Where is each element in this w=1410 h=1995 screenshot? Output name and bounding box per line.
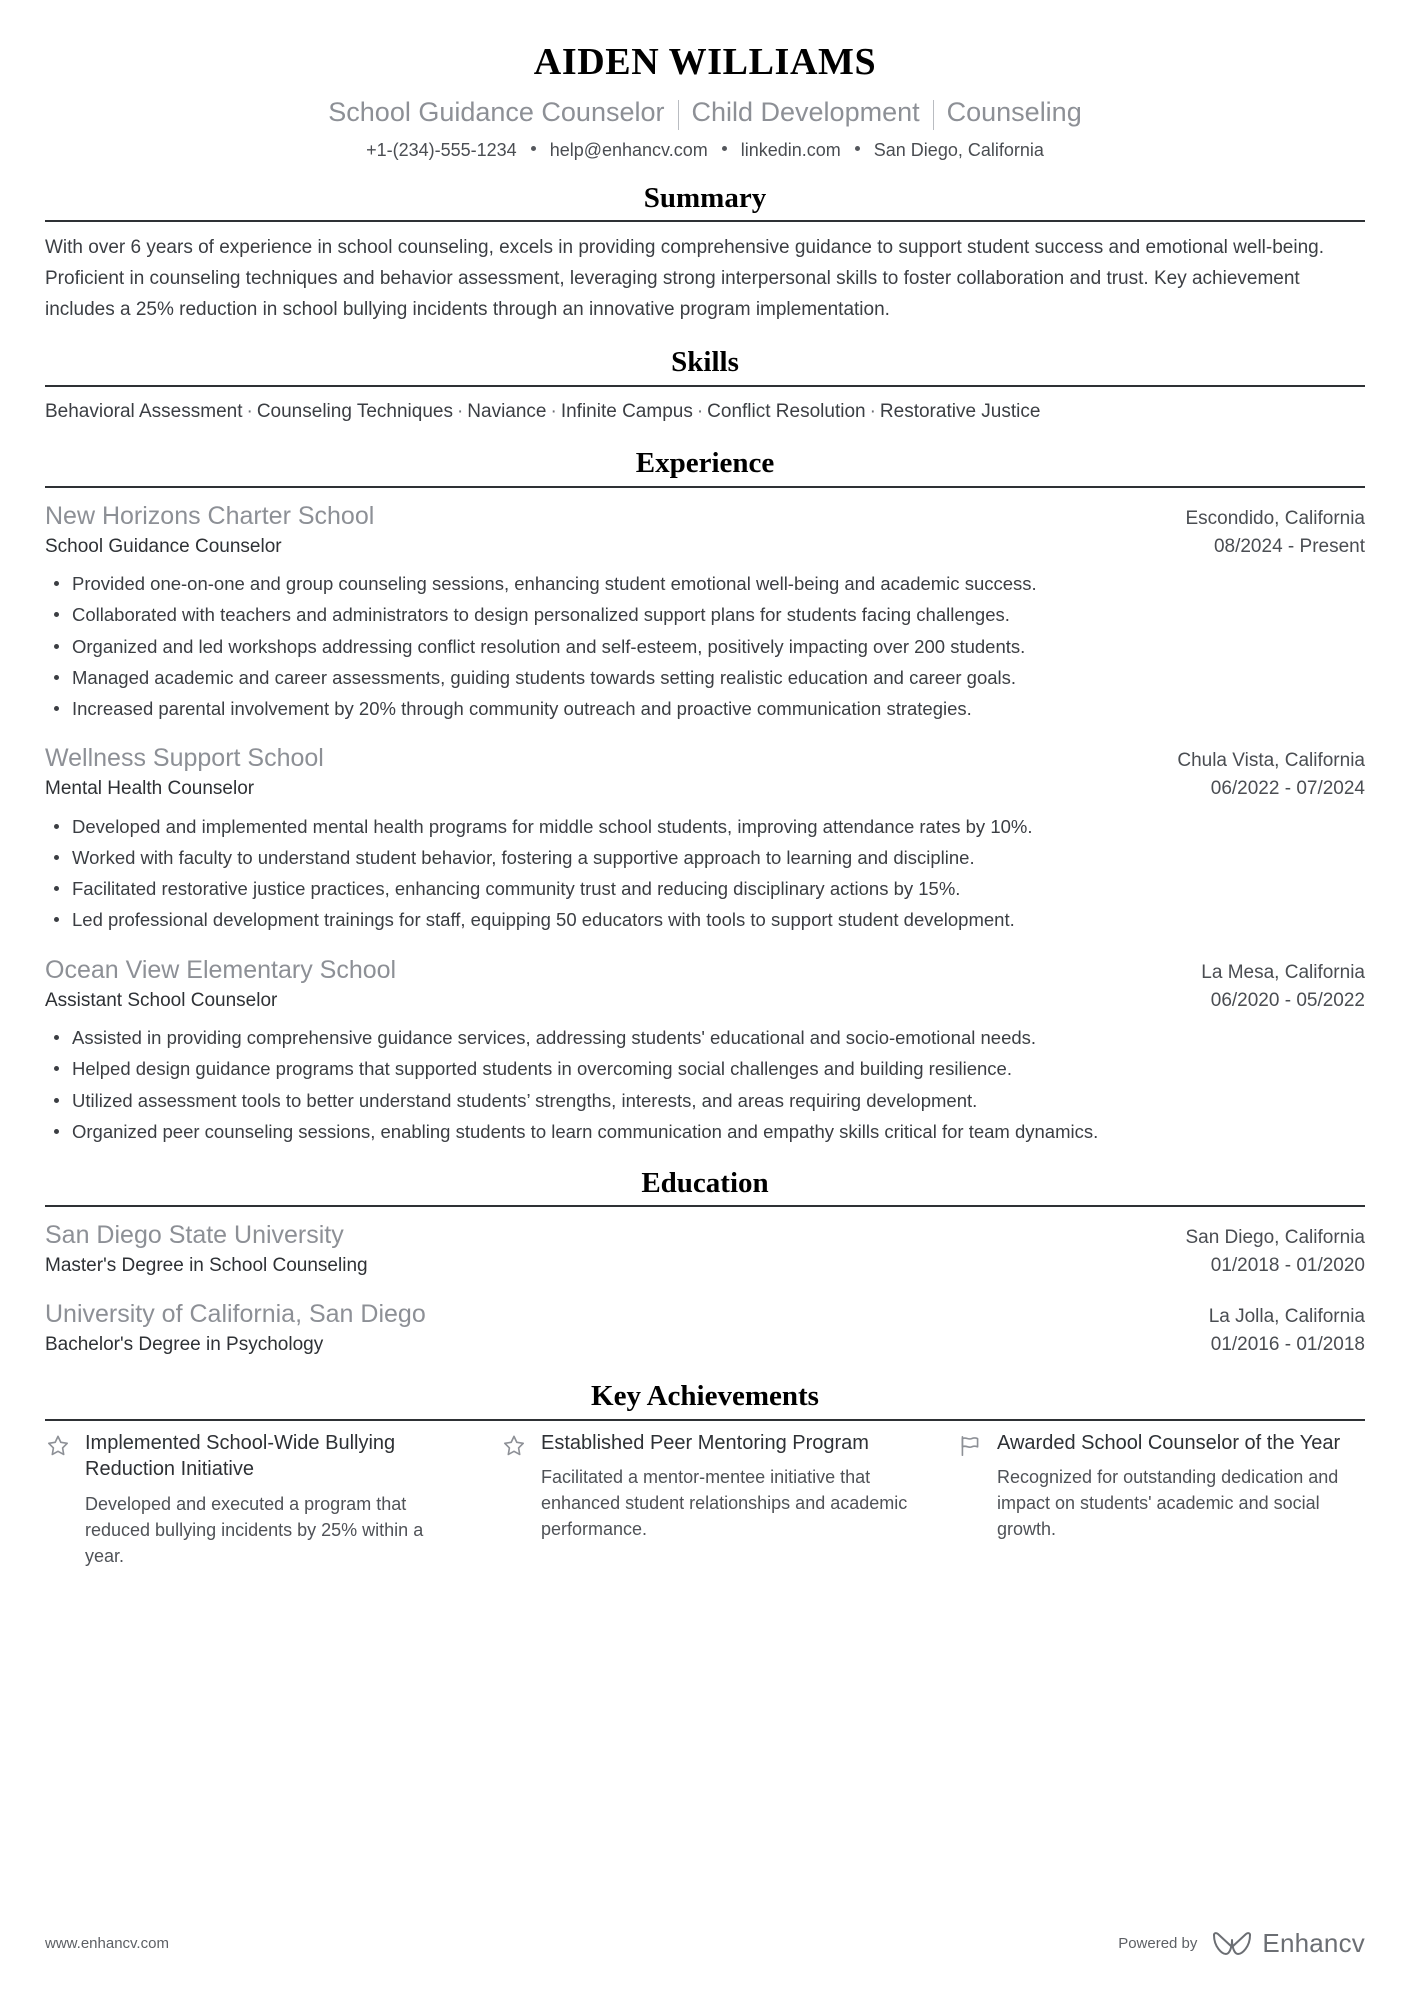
key-achievement-title: Awarded School Counselor of the Year [997, 1431, 1341, 1454]
key-achievement-title: Established Peer Mentoring Program [541, 1431, 869, 1454]
employment-dates: 06/2020 - 05/2022 [1210, 989, 1365, 1011]
headline-segment: School Guidance Counselor [328, 97, 665, 128]
enhancv-logo [1211, 1928, 1365, 1959]
headline-divider [933, 100, 934, 130]
list-item: Worked with faculty to understand student behavior, fostering a supportive approach to learning and discipline. [45, 843, 1365, 872]
section-key-achievements [45, 1380, 1365, 1569]
skill-item: Restorative Justice [879, 400, 1041, 422]
entry-subheader-row [45, 775, 1365, 804]
headline-segment: Counseling [946, 97, 1082, 128]
contact-separator-dot-icon [722, 146, 727, 151]
enhancv-mark-icon [1211, 1931, 1253, 1957]
education-entry [45, 1218, 1365, 1281]
contact-item[interactable]: linkedin.com [740, 139, 841, 160]
key-achievement-item [501, 1430, 909, 1569]
skill-item: Behavioral Assessment [45, 400, 243, 422]
key-achievement-text [85, 1430, 453, 1569]
entry-subheader-row [45, 1331, 1365, 1360]
experience-entry [45, 741, 1365, 934]
skill-separator: · [550, 400, 557, 422]
school-location: San Diego, California [1185, 1227, 1365, 1249]
list-item: Provided one-on-one and group counseling sessions, enhancing student emotional well-being and academic success. [45, 569, 1365, 598]
key-achievement-item [957, 1430, 1365, 1569]
star-icon [501, 1433, 527, 1459]
entry-subheader-row [45, 1252, 1365, 1281]
key-achievement-description: Developed and executed a program that reduced bullying incidents by 25% within a year. [85, 1493, 424, 1567]
skill-separator: · [869, 400, 876, 422]
section-skills [45, 346, 1365, 426]
section-title-experience: Experience [635, 447, 775, 480]
list-item: Helped design guidance programs that supported students in overcoming social challenges and building resilience. [45, 1054, 1365, 1083]
degree-title: Master's Degree in School Counseling [45, 1255, 368, 1277]
entry-header-row [45, 953, 1365, 987]
skill-item: Counseling Techniques [256, 400, 453, 422]
enhancv-wordmark: Enhancv [1262, 1928, 1365, 1958]
list-item: Collaborated with teachers and administrators to design personalized support plans for students facing challenges. [45, 600, 1365, 629]
resume-header [45, 30, 1365, 161]
list-item: Organized peer counseling sessions, enabling students to learn communication and empathy skills critical for team dynamics. [45, 1117, 1365, 1146]
section-title-key-achievements: Key Achievements [591, 1380, 819, 1413]
key-achievement-text [541, 1430, 909, 1543]
employer-location: Chula Vista, California [1177, 750, 1365, 772]
list-item: Developed and implemented mental health programs for middle school students, improving attendance rates by 10%. [45, 812, 1365, 841]
employer-location: Escondido, California [1185, 507, 1365, 529]
skill-separator: · [456, 400, 464, 422]
entry-subheader-row [45, 533, 1365, 562]
employment-dates: 06/2022 - 07/2024 [1210, 778, 1365, 800]
contact-separator-dot-icon [531, 146, 536, 151]
job-title: Mental Health Counselor [45, 778, 255, 800]
headline-divider [678, 100, 679, 130]
employment-dates: 08/2024 - Present [1213, 535, 1365, 557]
skill-item: Conflict Resolution [707, 400, 866, 422]
section-title-skills: Skills [671, 346, 739, 379]
education-entry [45, 1297, 1365, 1360]
skill-item: Infinite Campus [560, 400, 693, 422]
entry-header-row [45, 741, 1365, 775]
employer-name: New Horizons Charter School [45, 501, 375, 530]
section-title-education: Education [641, 1167, 769, 1199]
experience-entry [45, 499, 1365, 724]
list-item: Led professional development trainings for staff, equipping 50 educators with tools to support student development. [45, 905, 1365, 934]
skill-separator: · [246, 400, 253, 422]
contact-item: San Diego, California [873, 139, 1044, 160]
employer-name: Wellness Support School [45, 744, 324, 773]
study-dates: 01/2016 - 01/2018 [1210, 1333, 1365, 1355]
school-name: University of California, San Diego [45, 1299, 426, 1328]
list-item: Facilitated restorative justice practices, enhancing community trust and reducing disciplinary actions by 15%. [45, 874, 1365, 903]
school-location: La Jolla, California [1208, 1305, 1365, 1327]
page-footer [45, 1928, 1365, 1959]
skill-separator: · [696, 400, 704, 422]
job-title: School Guidance Counselor [45, 535, 282, 557]
list-item: Managed academic and career assessments, guiding students towards setting realistic education and career goals. [45, 663, 1365, 692]
key-achievement-text [997, 1430, 1365, 1543]
page-title: AIDEN WILLIAMS [533, 41, 877, 83]
contact-info [45, 140, 1365, 161]
section-summary [45, 182, 1365, 326]
skill-item: Naviance [467, 400, 547, 422]
responsibility-list [45, 1023, 1365, 1146]
summary-text: With over 6 years of experience in school counseling, excels in providing comprehensive guidance to support student success and emotional well-being. Proficient in counseling techniques and behavior assessment, leveraging strong interpersonal skills to foster collaboration and trust. Key achievement includes a 25% reduction in school bullying incidents through an innovative program implementation. [45, 237, 1324, 320]
powered-by-label: Powered by [1118, 1935, 1198, 1952]
headline-segment: Child Development [691, 97, 920, 128]
experience-entry [45, 953, 1365, 1146]
list-item: Organized and led workshops addressing conflict resolution and self-esteem, positively impacting over 200 students. [45, 632, 1365, 661]
skills-list [45, 398, 1365, 427]
professional-headline [45, 94, 1365, 130]
contact-item[interactable]: help@enhancv.com [549, 139, 708, 160]
responsibility-list [45, 812, 1365, 935]
footer-website-link[interactable]: www.enhancv.com [45, 1935, 169, 1952]
star-icon [45, 1433, 71, 1459]
entry-header-row [45, 1297, 1365, 1331]
study-dates: 01/2018 - 01/2020 [1210, 1255, 1365, 1277]
flag-icon [957, 1433, 983, 1459]
entry-header-row [45, 1218, 1365, 1252]
degree-title: Bachelor's Degree in Psychology [45, 1333, 324, 1355]
entry-subheader-row [45, 987, 1365, 1016]
employer-location: La Mesa, California [1201, 961, 1365, 983]
school-name: San Diego State University [45, 1221, 344, 1250]
list-item: Increased parental involvement by 20% through community outreach and proactive communication strategies. [45, 694, 1365, 723]
responsibility-list [45, 569, 1365, 723]
section-title-summary: Summary [643, 181, 767, 214]
job-title: Assistant School Counselor [45, 989, 278, 1011]
key-achievement-title: Implemented School-Wide Bullying Reduction Initiative [85, 1431, 396, 1481]
key-achievement-description: Facilitated a mentor-mentee initiative that enhanced student relationships and academic performance. [541, 1467, 908, 1540]
section-experience [45, 447, 1365, 1146]
list-item: Assisted in providing comprehensive guidance services, addressing students' educational and socio-emotional needs. [45, 1023, 1365, 1052]
key-achievement-description: Recognized for outstanding dedication and impact on students' academic and social growth. [997, 1467, 1339, 1540]
employer-name: Ocean View Elementary School [45, 955, 397, 984]
key-achievements-grid [45, 1421, 1365, 1569]
list-item: Utilized assessment tools to better understand students’ strengths, interests, and areas requiring development. [45, 1086, 1365, 1115]
entry-header-row [45, 499, 1365, 533]
section-education [45, 1167, 1365, 1359]
contact-separator-dot-icon [855, 146, 860, 151]
key-achievement-item [45, 1430, 453, 1569]
contact-item: +1-(234)-555-1234 [366, 139, 517, 160]
